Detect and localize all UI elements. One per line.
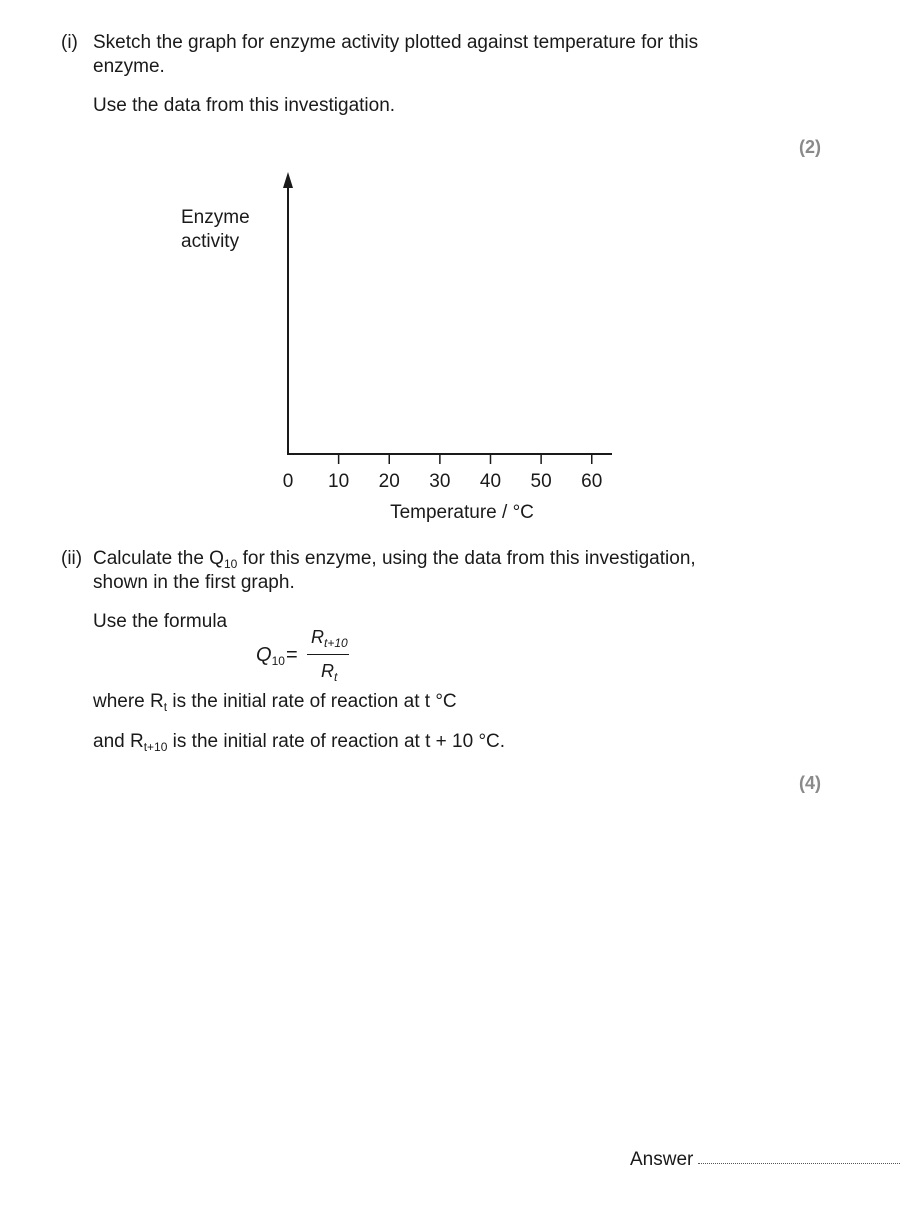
y-axis-label-line2: activity xyxy=(181,231,240,252)
and-definition xyxy=(93,730,783,754)
formula-q-subscript: 10 xyxy=(271,654,285,668)
part-i-question-line2: enzyme. xyxy=(93,56,165,77)
numerator-letter: R xyxy=(311,627,324,647)
formula-equals: = xyxy=(286,644,298,666)
where-rest: is the initial rate of reaction at t °C xyxy=(167,691,457,712)
fraction-bar xyxy=(307,654,349,655)
x-tick-label-30: 30 xyxy=(429,471,451,492)
q10-rest: for this enzyme, using the data from this investigation, xyxy=(237,548,696,569)
x-tick-label-20: 20 xyxy=(378,471,400,492)
x-tick-label-60: 60 xyxy=(581,471,603,492)
x-axis-label: Temperature / °C xyxy=(390,502,534,523)
and-rest: is the initial rate of reaction at t + 10 °C. xyxy=(167,731,506,752)
formula-intro: Use the formula xyxy=(93,611,228,632)
formula-denominator xyxy=(321,659,337,683)
where-text: where R xyxy=(93,691,164,712)
part-i-numeral: (i) xyxy=(61,32,78,53)
part-ii-question-line2: shown in the first graph. xyxy=(93,572,295,593)
part-i-question-line1: Sketch the graph for enzyme activity plotted against temperature for this xyxy=(93,32,699,53)
part-i-instruction: Use the data from this investigation. xyxy=(93,95,396,116)
where-definition xyxy=(93,690,783,714)
x-axis-ticks xyxy=(339,454,592,464)
part-i-marks: (2) xyxy=(799,137,821,157)
x-tick-label-10: 10 xyxy=(328,471,350,492)
part-ii-numeral: (ii) xyxy=(61,548,83,569)
y-axis-label-line1: Enzyme xyxy=(181,207,250,228)
denominator-subscript: t xyxy=(334,670,338,684)
answer-line[interactable] xyxy=(698,1163,900,1164)
x-tick-label-0: 0 xyxy=(282,471,294,492)
denominator-letter: R xyxy=(321,661,334,681)
q10-text: Calculate the Q xyxy=(93,548,224,569)
where-subscript: t xyxy=(163,700,168,714)
answer-label: Answer xyxy=(630,1149,694,1170)
x-tick-label-50: 50 xyxy=(530,471,552,492)
and-subscript: t+10 xyxy=(143,740,168,754)
part-ii-question-line1 xyxy=(93,547,783,571)
formula-q-letter: Q xyxy=(256,644,272,666)
formula-q10 xyxy=(256,643,285,667)
q10-subscript: 10 xyxy=(223,557,238,571)
x-tick-label-40: 40 xyxy=(479,471,502,492)
part-ii-marks: (4) xyxy=(799,773,821,793)
formula-numerator xyxy=(311,625,348,649)
numerator-subscript: t+10 xyxy=(324,636,348,650)
and-text: and R xyxy=(93,731,144,752)
